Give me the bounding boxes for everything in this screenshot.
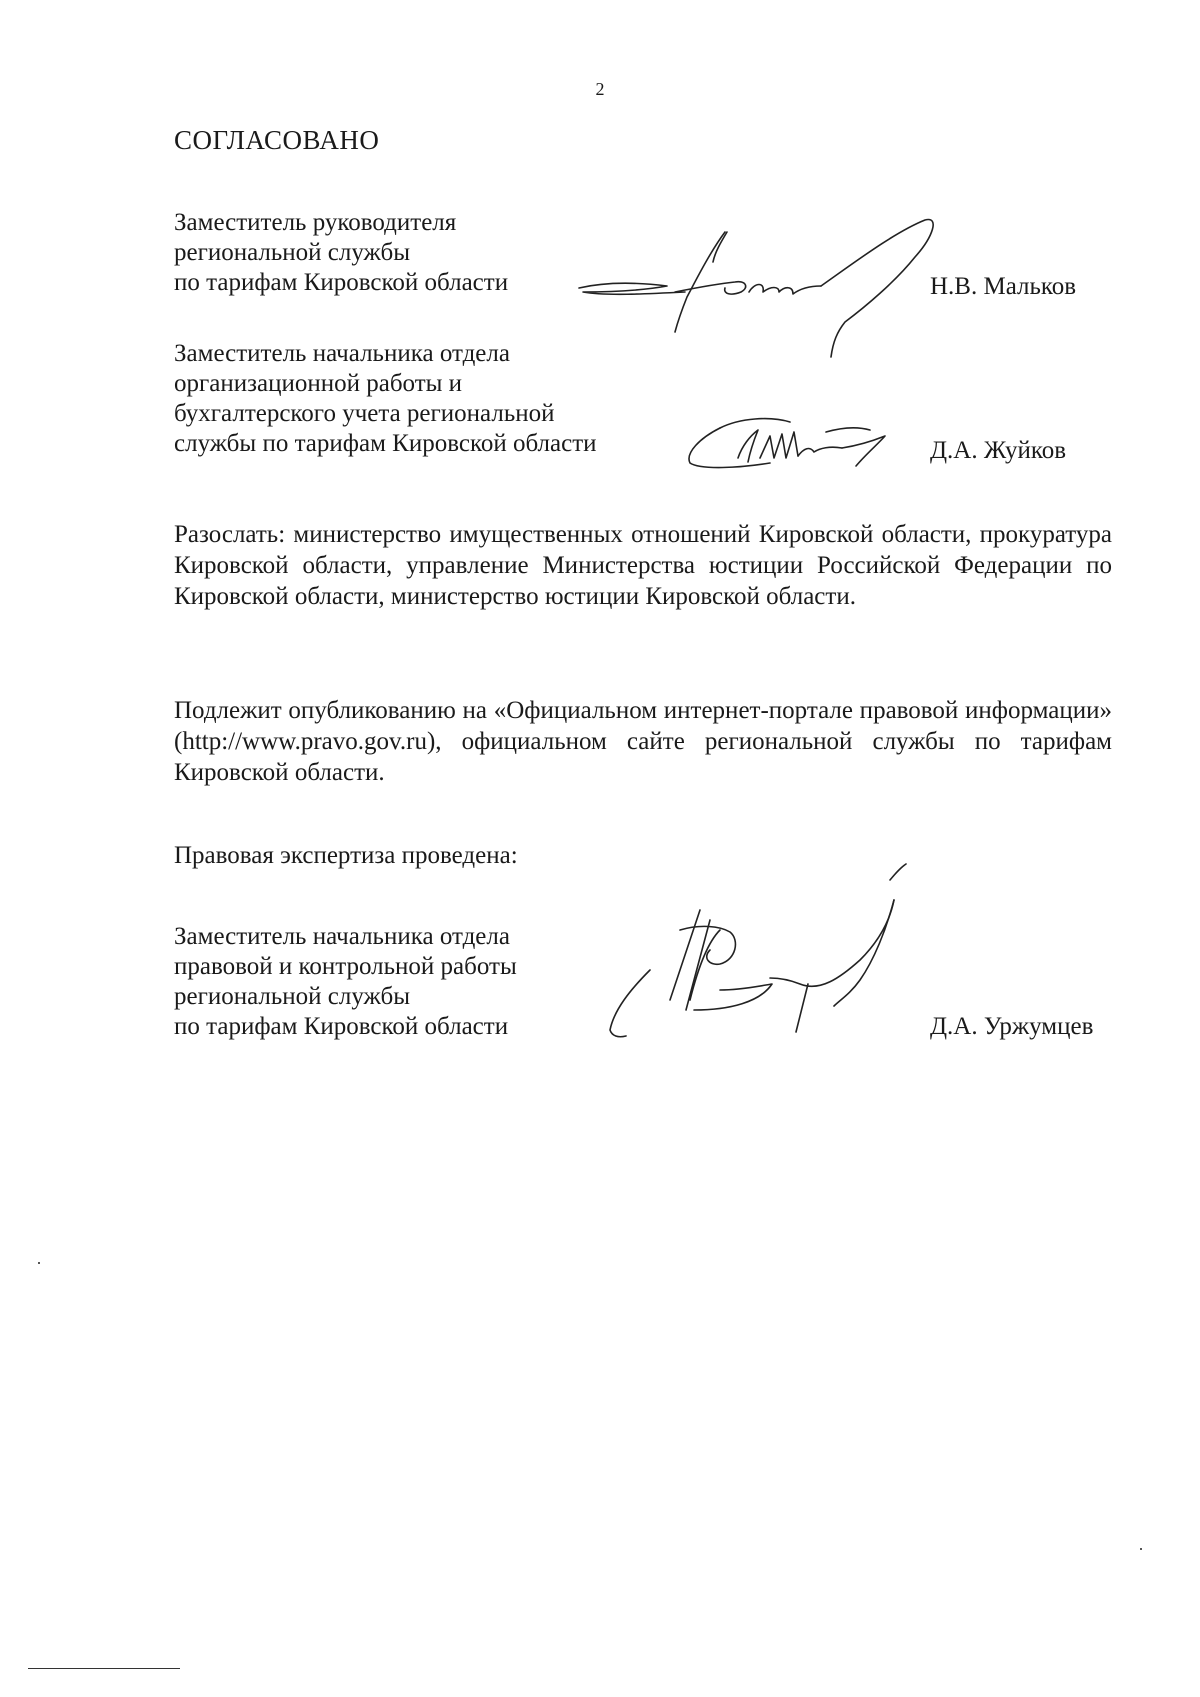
- legal-reviewer-title: [174, 922, 517, 1042]
- approver-2-name: Д.А. Жуйков: [930, 437, 1067, 464]
- scan-speck: [1140, 1548, 1142, 1550]
- page-number: 2: [595, 79, 605, 99]
- approver-2-title: [174, 339, 597, 459]
- signature-malkov: [575, 212, 945, 362]
- publication-paragraph: Подлежит опубликованию на «Официальном интернет-портале правовой информации» (http://www.pravo.gov.ru), официальном сайте региональной службы по тарифам Кировской области.: [174, 697, 1112, 786]
- legal-reviewer-title-line: правовой и контрольной работы: [174, 953, 517, 980]
- legal-reviewer-title-line: по тарифам Кировской области: [174, 1013, 509, 1040]
- approver-2-title-line: бухгалтерского учета региональной: [174, 400, 555, 427]
- approver-1-title-line: по тарифам Кировской области: [174, 269, 509, 296]
- approver-1-title-line: региональной службы: [174, 239, 411, 266]
- signature-zhuikov: [680, 408, 920, 478]
- approver-1-name: Н.В. Мальков: [930, 273, 1077, 300]
- approver-2-title-line: службы по тарифам Кировской области: [174, 430, 597, 457]
- footer-rule: [28, 1668, 180, 1669]
- approver-2-title-line: Заместитель начальника отдела: [174, 340, 510, 367]
- legal-review-heading: Правовая экспертиза проведена:: [174, 842, 518, 869]
- legal-reviewer-title-line: Заместитель начальника отдела: [174, 923, 510, 950]
- approved-heading: СОГЛАСОВАНО: [174, 125, 380, 155]
- approver-1-title-line: Заместитель руководителя: [174, 209, 457, 236]
- distribution-paragraph: Разослать: министерство имущественных отношений Кировской области, прокуратура Кировской области, управление Министерства юстиции Российской Федерации по Кировской области, министерство юстиции Кировской области.: [174, 521, 1112, 610]
- legal-reviewer-name: Д.А. Уржумцев: [930, 1013, 1094, 1040]
- scan-speck: [38, 1262, 40, 1264]
- signature-urzhumtsev: [590, 860, 920, 1050]
- legal-reviewer-title-line: региональной службы: [174, 983, 411, 1010]
- approver-1-title: [174, 208, 508, 298]
- approver-2-title-line: организационной работы и: [174, 370, 463, 397]
